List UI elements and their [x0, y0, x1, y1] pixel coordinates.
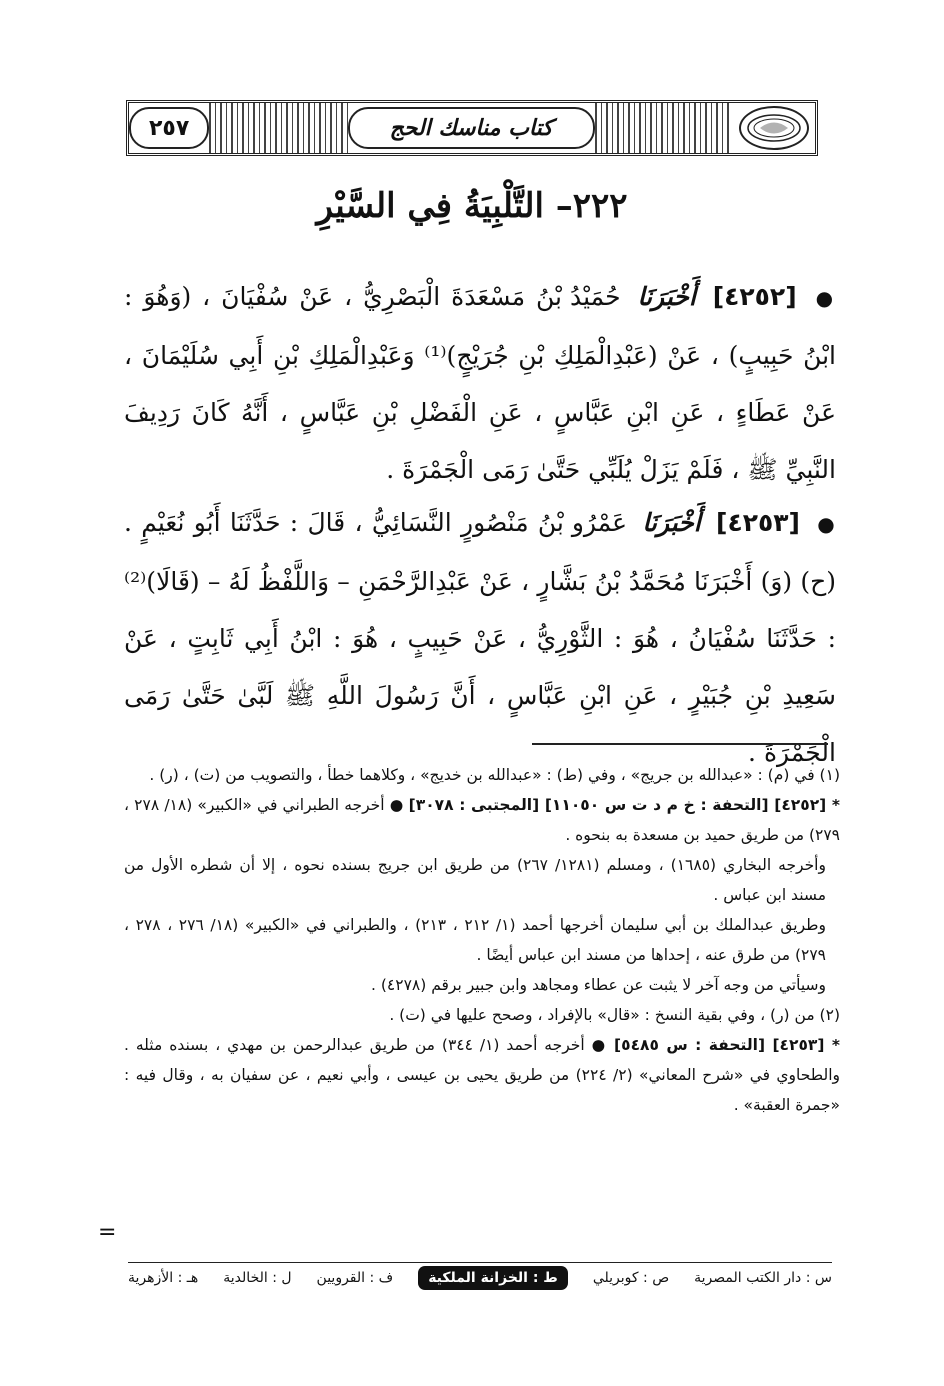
header-ornament-right	[595, 103, 733, 153]
legend-item: ل : الخالدية	[223, 1270, 292, 1286]
header-ornament-left	[209, 103, 347, 153]
takhrij-ref: * [٤٢٥٣] [التحفة : س ٥٤٨٥]	[614, 1036, 840, 1054]
hadith-4252	[124, 268, 836, 498]
takhrij-ref: * [٤٢٥٢] [التحفة : خ م د ت س ١١٠٥٠] [المجتبى : ٣٠٧٨]	[408, 796, 840, 814]
takhrij-4253	[124, 1030, 840, 1120]
footnote-text: وطريق عبدالملك بن أبي سليمان أخرجها أحمد (١/ ٢١٢ ، ٢١٣) ، والطبراني في «الكبير» (١٨/ ٢٧٦ ، ٢٧٨ ، ٢٧٩) من طرق عنه ، إحداها من مسند ابن عباس أيضًا .	[124, 916, 826, 964]
page-header	[126, 100, 818, 156]
legend-item-highlighted: ط : الخزانة الملكية	[418, 1266, 568, 1290]
manuscript-legend	[128, 1266, 832, 1290]
footnote-text: وسيأتي من وجه آخر لا يثبت عن عطاء ومجاهد وابن جبير برقم (٤٢٧٨) .	[371, 976, 826, 994]
footnote-text: (٢) من (ر) ، وفي بقية النسخ : «قال» بالإفراد ، وصحح عليها في (ت) .	[389, 1006, 840, 1024]
takhrij-4252-bukhari	[124, 850, 840, 910]
chapter-title: ٢٢٢– التَّلْبِيَةُ فِي السَّيْرِ	[316, 186, 628, 226]
footnote-1	[124, 760, 840, 790]
takhrij-4252-crossref	[124, 970, 840, 1000]
footnote-2	[124, 1000, 840, 1030]
hadith-opening: أَخْبَرَنَا	[637, 282, 696, 311]
hadith-opening: أَخْبَرَنَا	[642, 508, 701, 537]
footnote-text: (١) في (م) : «عبدالله بن جريج» ، وفي (ط) : «عبدالله بن خديج» ، وكلاهما خطأ ، والتصويب من (ت) ، (ر) .	[149, 766, 840, 784]
hadith-4253	[124, 494, 836, 781]
legend-item: هـ : الأزهرية	[128, 1270, 199, 1286]
book-seal-logo	[739, 106, 809, 150]
bullet-icon: ●	[817, 512, 837, 536]
footnote-separator	[532, 743, 828, 745]
seal-emblem-icon	[746, 113, 802, 143]
hadith-text: حُمَيْدُ بْنُ مَسْعَدَةَ الْبَصْرِيُّ ، عَنْ سُفْيَانَ ، (وَهُوَ : ابْنُ حَبِيبٍ) ، عَنْ (عَبْدِالْمَلِكِ بْنِ جُرَيْجٍ)⁽¹⁾ وَعَبْدِالْمَلِكِ بْنِ أَبِي سُلَيْمَانَ ، عَنْ عَطَاءٍ ، عَنِ ابْنِ عَبَّاسٍ ، عَنِ الْفَضْلِ بْنِ عَبَّاسٍ ، أَنَّهُ كَانَ رَدِيفَ النَّبِيِّ ﷺ ، فَلَمْ يَزَلْ يُلَبِّي حَتَّىٰ رَمَى الْجَمْرَةَ .	[124, 282, 837, 484]
legend-rule	[128, 1262, 832, 1263]
bullet-icon: ●	[815, 286, 836, 310]
takhrij-4252-abdulmalik	[124, 910, 840, 970]
takhrij-4252	[124, 790, 840, 850]
page-number-cartouche	[129, 107, 209, 149]
footnotes	[124, 760, 840, 1120]
running-title-cartouche	[348, 107, 595, 149]
hadith-number: [٤٢٥٣]	[716, 508, 800, 537]
legend-item: س : دار الكتب المصرية	[694, 1270, 832, 1286]
hadith-number: [٤٢٥٢]	[712, 282, 797, 311]
footnote-text: ● أخرجه الطبراني في «الكبير» (١٨/ ٢٧٨ ، ٢٧٩) من طريق حميد بن مسعدة به بنحوه .	[124, 796, 840, 844]
footnote-text: ● أخرجه أحمد (١/ ٣٤٤) من طريق عبدالرحمن بن مهدي ، بسنده مثله . والطحاوي في «شرح المعاني» (٢/ ٢٢٤) من طريق يحيى بن عيسى ، وأبي نعيم ، عن سفيان به ، وقال فيه : «جمرة العقبة» .	[124, 1036, 840, 1114]
footnote-text: وأخرجه البخاري (١٦٨٥) ، ومسلم (١٢٨١/ ٢٦٧) من طريق ابن جريج بسنده نحوه ، إلا أن شطره الأول من مسند ابن عباس .	[124, 856, 826, 904]
hadith-text: عَمْرُو بْنُ مَنْصُورٍ النَّسَائِيُّ ، قَالَ : حَدَّثَنَا أَبُو نُعَيْمٍ . (ح) (وَ) أَخْبَرَنَا مُحَمَّدُ بْنُ بَشَّارٍ ، عَنْ عَبْدِالرَّحْمَنِ – وَاللَّفْظُ لَهُ – (قَالَا)⁽²⁾ : حَدَّثَنَا سُفْيَانُ ، هُوَ : الثَّوْرِيُّ ، عَنْ حَبِيبٍ ، هُوَ : ابْنُ أَبِي ثَابِتٍ ، عَنْ سَعِيدِ بْنِ جُبَيْرٍ ، عَنِ ابْنِ عَبَّاسٍ ، أَنَّ رَسُولَ اللَّهِ ﷺ لَبَّىٰ حَتَّىٰ رَمَى الْجَمْرَةَ .	[124, 508, 836, 767]
legend-item: ف : القرويين	[316, 1270, 394, 1286]
legend-item: ص : كوبريلي	[592, 1270, 670, 1286]
continuation-mark: =	[98, 1220, 117, 1245]
running-title: كتاب مناسك الحج	[389, 115, 553, 141]
page-number: ٢٥٧	[149, 115, 190, 141]
